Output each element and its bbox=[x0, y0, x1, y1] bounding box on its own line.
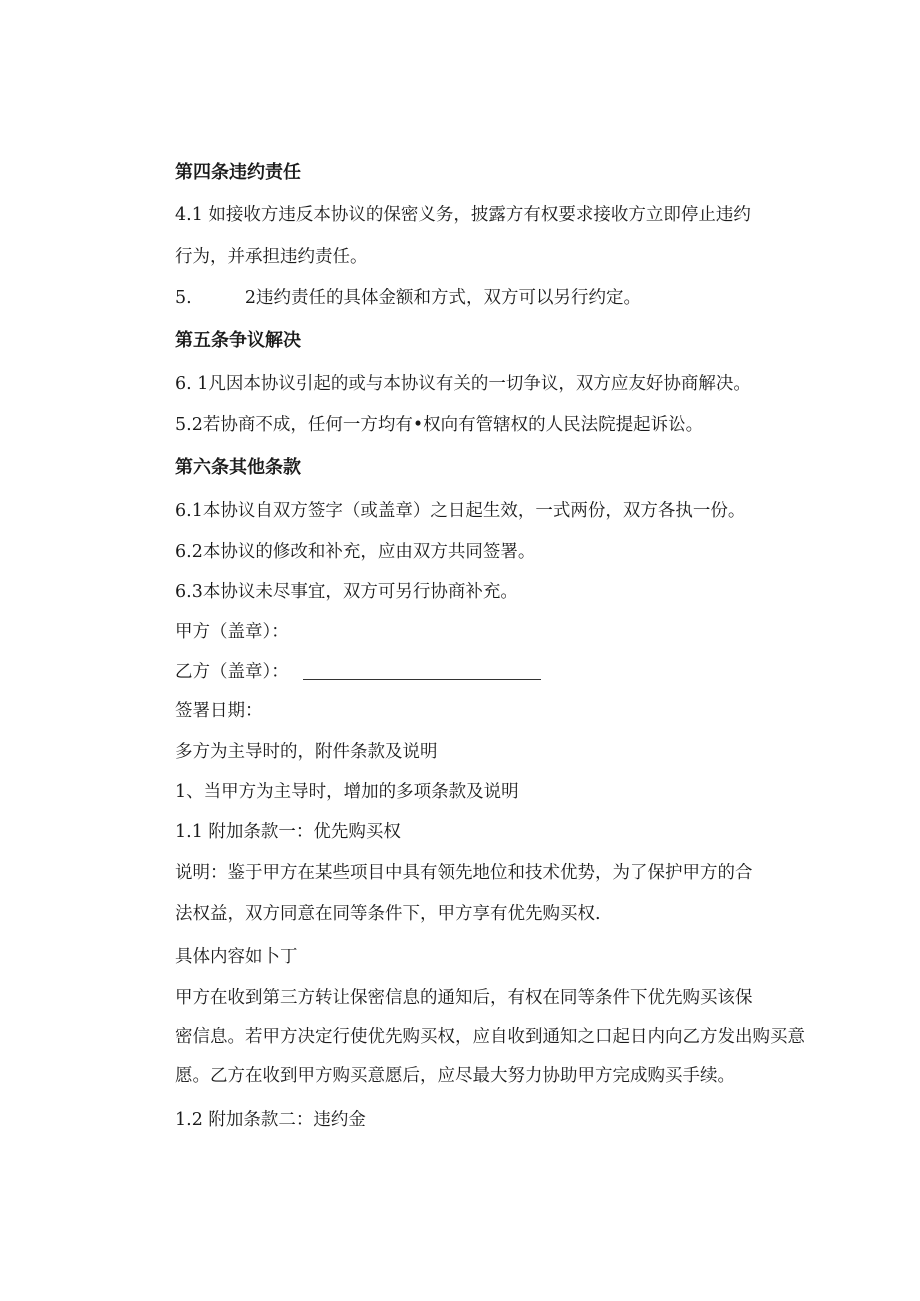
clause-4-1-line1: 4.1 如接收方违反本协议的保密义务，披露方有权要求接收方立即停止违约 bbox=[175, 205, 751, 225]
clause-4-2-text: 2违约责任的具体金额和方式，双方可以另行约定。 bbox=[244, 288, 641, 308]
explanation-line1: 说明：鉴于甲方在某些项目中具有领先地位和技术优势，为了保护甲方的合 bbox=[175, 863, 753, 883]
clause-6-1: 6.1本协议自双方签字（或盖章）之日起生效，一式两份，双方各执一份。 bbox=[175, 501, 746, 521]
section-heading-6: 第六条其他条款 bbox=[175, 457, 301, 478]
clause-5-1: 6. 1凡因本协议引起的或与本协议有关的一切争议，双方应友好协商解决。 bbox=[175, 374, 751, 394]
clause-5-2: 5.2若协商不成，任何一方均有•权向有管辖权的人民法院提起诉讼。 bbox=[175, 415, 704, 435]
annex-item-1-1: 1.1 附加条款一：优先购买权 bbox=[175, 822, 401, 842]
party-b-seal: 乙方（盖章）： bbox=[175, 662, 289, 682]
signature-line bbox=[303, 665, 541, 680]
explanation-line2: 法权益，双方同意在同等条件下，甲方享有优先购买权. bbox=[175, 904, 601, 924]
clause-6-2: 6.2本协议的修改和补充，应由双方共同签署。 bbox=[175, 542, 536, 562]
clause-4-2 bbox=[175, 286, 641, 310]
clause-6-3: 6.3本协议未尽事宜，双方可另行协商补充。 bbox=[175, 582, 518, 602]
section-heading-4: 第四条违约责任 bbox=[175, 162, 301, 183]
detail-line1: 甲方在收到第三方转让保密信息的通知后，有权在同等条件下优先购买该保 bbox=[175, 988, 753, 1008]
clause-4-2-number: 5. bbox=[175, 288, 192, 308]
section-heading-5: 第五条争议解决 bbox=[175, 330, 301, 351]
detail-line3: 愿。乙方在收到甲方购买意愿后，应尽最大努力协助甲方完成购买手续。 bbox=[175, 1066, 735, 1086]
annex-item-1: 1、当甲方为主导时，增加的多项条款及说明 bbox=[175, 782, 519, 802]
detail-label: 具体内容如卜丁 bbox=[175, 947, 298, 967]
annex-title: 多方为主导时的，附件条款及说明 bbox=[175, 742, 438, 762]
sign-date: 签署日期： bbox=[175, 701, 263, 721]
annex-item-1-2: 1.2 附加条款二：违约金 bbox=[175, 1110, 366, 1130]
party-a-seal: 甲方（盖章）： bbox=[175, 622, 289, 642]
party-b-seal-row bbox=[175, 660, 541, 684]
detail-line2: 密信息。若甲方决定行使优先购买权，应自收到通知之口起日内向乙方发出购买意 bbox=[175, 1027, 805, 1047]
clause-4-1-line2: 行为，并承担违约责任。 bbox=[175, 247, 368, 267]
